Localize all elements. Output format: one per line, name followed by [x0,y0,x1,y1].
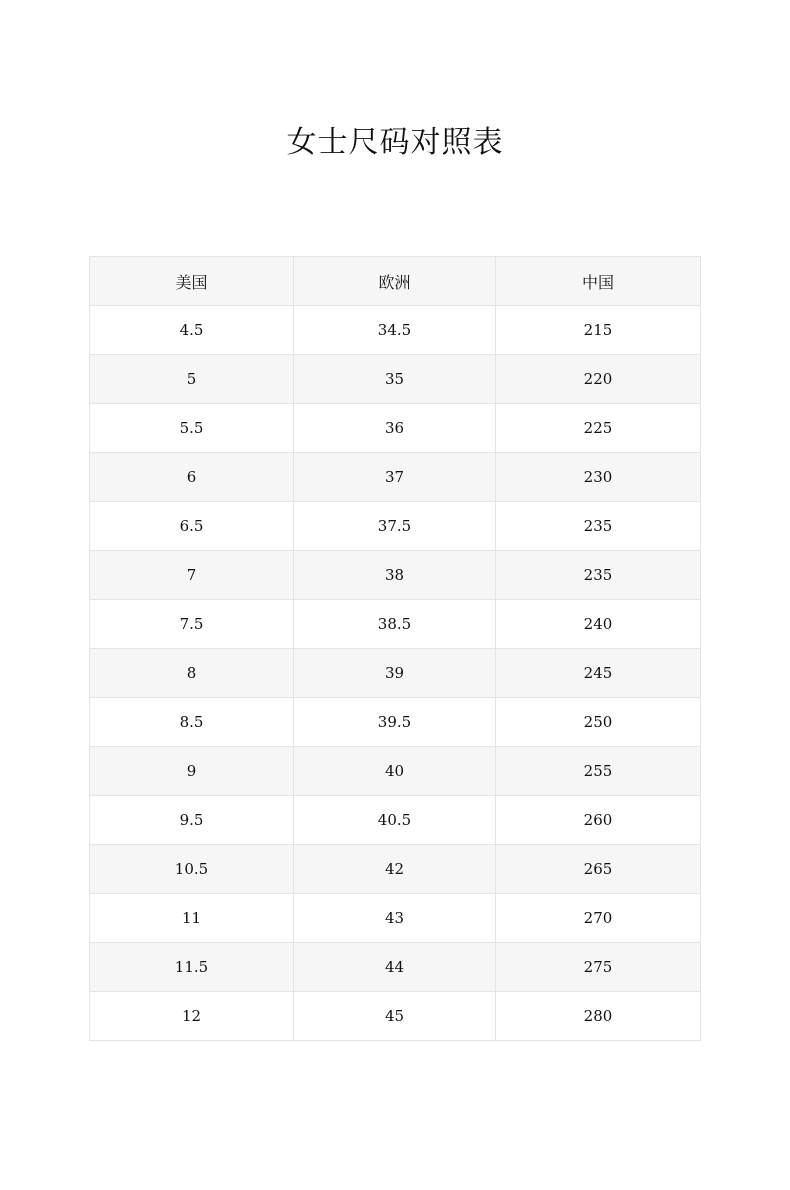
cell-eu: 37 [294,453,496,502]
table-row [90,551,701,600]
cell-us: 6 [90,453,294,502]
table-row [90,502,701,551]
cell-us: 7.5 [90,600,294,649]
cell-eu: 35 [294,355,496,404]
table-header [90,257,701,306]
cell-eu: 42 [294,845,496,894]
cell-cn: 240 [496,600,701,649]
cell-eu: 37.5 [294,502,496,551]
cell-us: 11 [90,894,294,943]
cell-us: 7 [90,551,294,600]
cell-us: 10.5 [90,845,294,894]
cell-us: 5.5 [90,404,294,453]
table-row [90,943,701,992]
table-row [90,992,701,1041]
size-chart-table [89,256,701,1041]
header-eu: 欧洲 [294,257,496,306]
cell-eu: 39 [294,649,496,698]
cell-eu: 40.5 [294,796,496,845]
cell-cn: 275 [496,943,701,992]
cell-us: 6.5 [90,502,294,551]
table-row [90,796,701,845]
cell-eu: 39.5 [294,698,496,747]
cell-cn: 270 [496,894,701,943]
cell-cn: 255 [496,747,701,796]
cell-eu: 44 [294,943,496,992]
cell-eu: 36 [294,404,496,453]
cell-us: 9.5 [90,796,294,845]
table-row [90,845,701,894]
table-row [90,355,701,404]
cell-eu: 38.5 [294,600,496,649]
table-header-row [90,257,701,306]
table-row [90,698,701,747]
cell-cn: 230 [496,453,701,502]
cell-cn: 235 [496,502,701,551]
cell-cn: 225 [496,404,701,453]
cell-us: 8.5 [90,698,294,747]
cell-cn: 215 [496,306,701,355]
table-body [90,306,701,1041]
cell-us: 4.5 [90,306,294,355]
table-row [90,600,701,649]
cell-cn: 220 [496,355,701,404]
cell-eu: 38 [294,551,496,600]
cell-cn: 250 [496,698,701,747]
cell-eu: 40 [294,747,496,796]
cell-us: 12 [90,992,294,1041]
table-row [90,894,701,943]
cell-cn: 245 [496,649,701,698]
cell-cn: 280 [496,992,701,1041]
cell-us: 9 [90,747,294,796]
table-row [90,306,701,355]
table-row [90,747,701,796]
cell-eu: 34.5 [294,306,496,355]
cell-us: 5 [90,355,294,404]
page-title: 女士尺码对照表 [286,125,504,160]
header-cn: 中国 [496,257,701,306]
table-row [90,453,701,502]
cell-eu: 45 [294,992,496,1041]
table-row [90,649,701,698]
cell-cn: 235 [496,551,701,600]
cell-cn: 265 [496,845,701,894]
cell-us: 8 [90,649,294,698]
table-row [90,404,701,453]
cell-cn: 260 [496,796,701,845]
header-us: 美国 [90,257,294,306]
cell-eu: 43 [294,894,496,943]
cell-us: 11.5 [90,943,294,992]
